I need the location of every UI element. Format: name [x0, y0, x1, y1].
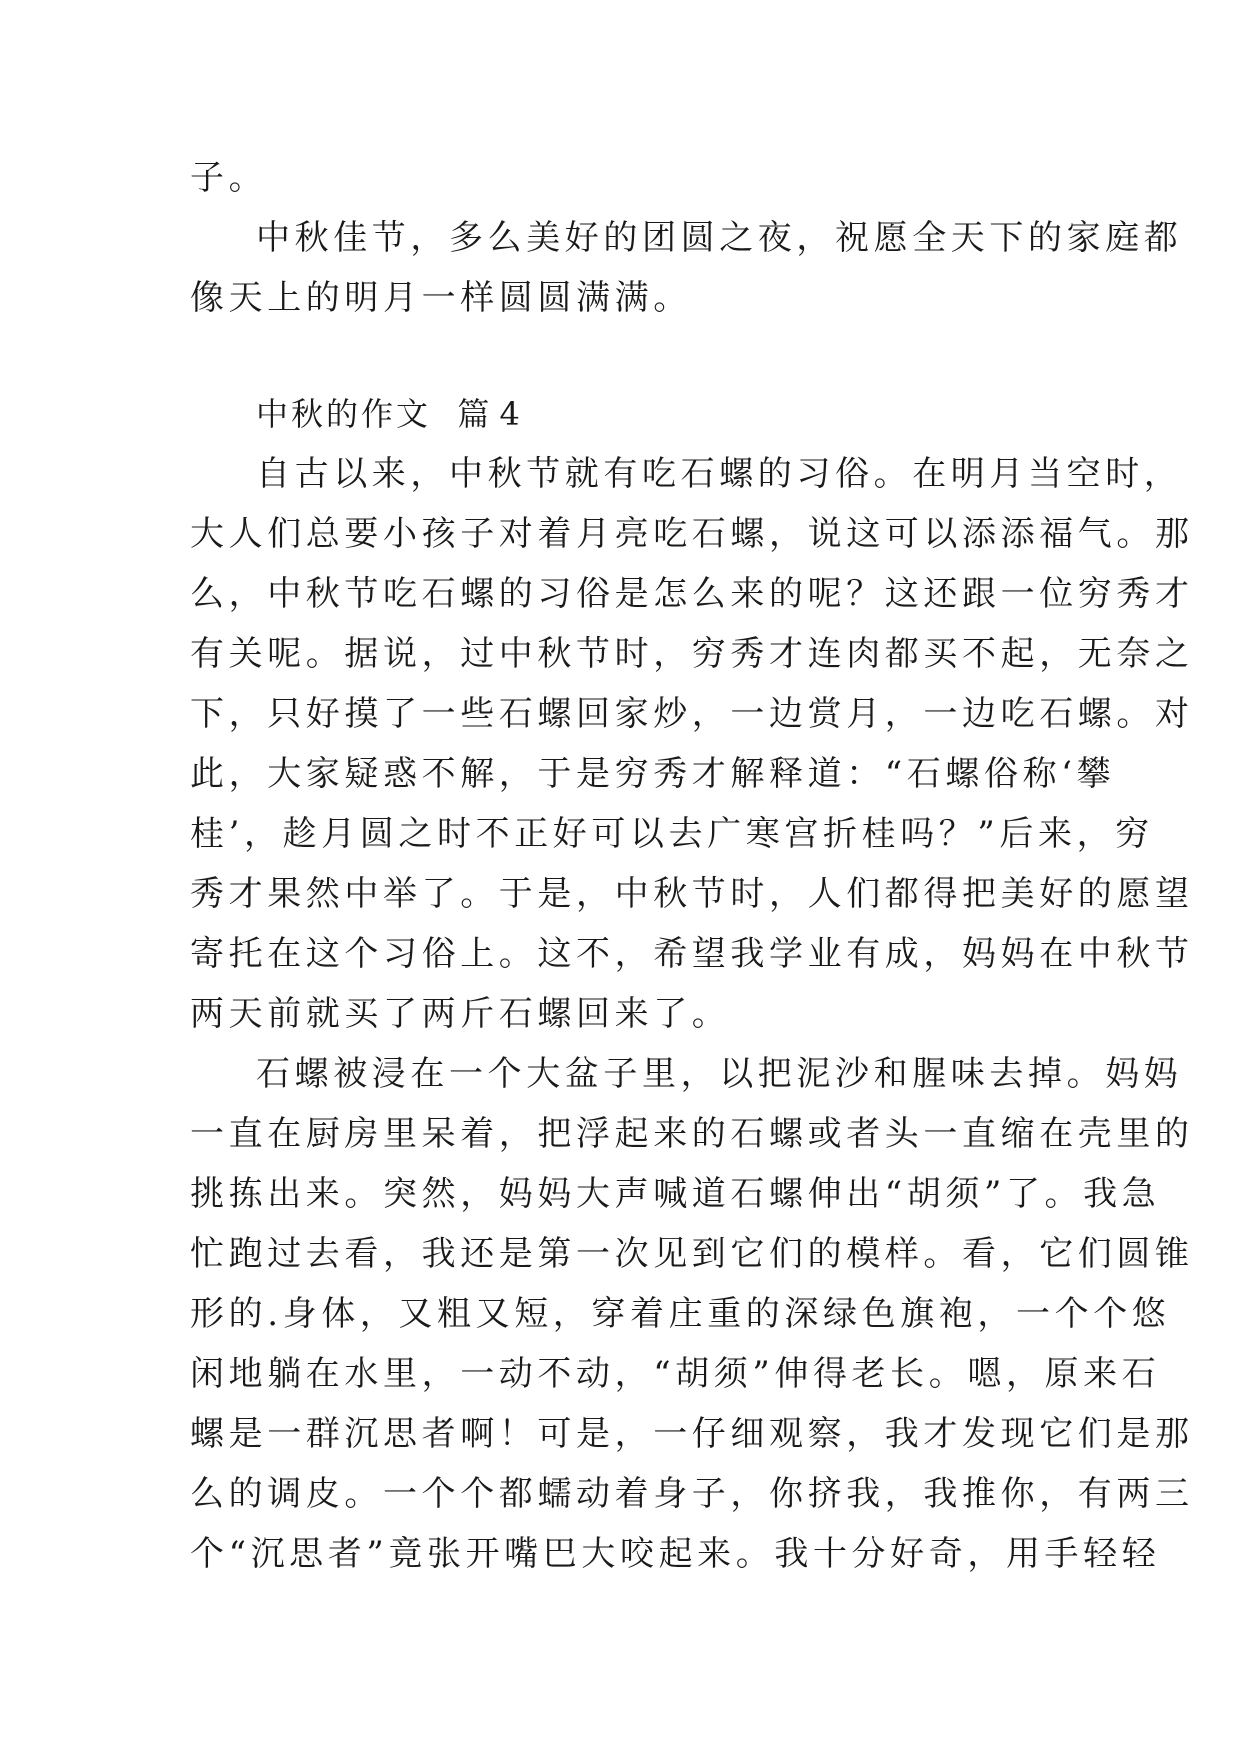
paragraph-line: 桂’，趁月圆之时不正好可以去广寒宫折桂吗？”后来，穷 [190, 814, 1154, 854]
paragraph-continuation [190, 148, 1055, 208]
paragraph-line: 么的调皮。一个个都蠕动着身子，你挤我，我推你，有两三 [190, 1474, 1194, 1514]
paragraph-line: 寄托在这个习俗上。这不，希望我学业有成，妈妈在中秋节 [190, 934, 1194, 974]
paragraph-line: 中秋佳节，多么美好的团圆之夜，祝愿全天下的家庭都 [256, 218, 1183, 258]
paragraph-line: 忙跑过去看，我还是第一次见到它们的模样。看，它们圆锥 [190, 1234, 1194, 1274]
paragraph-line: 秀才果然中举了。于是，中秋节时，人们都得把美好的愿望 [190, 874, 1194, 914]
section-heading [190, 384, 1055, 444]
paragraph-line: 一直在厨房里呆着，把浮起来的石螺或者头一直缩在壳里的 [190, 1114, 1194, 1154]
paragraph-line: 两天前就买了两斤石螺回来了。 [190, 994, 731, 1034]
paragraph-line: 闲地躺在水里，一动不动，“胡须”伸得老长。嗯，原来石 [190, 1354, 1161, 1394]
paragraph-line: 挑拣出来。突然，妈妈大声喊道石螺伸出“胡须”了。我急 [190, 1174, 1161, 1214]
paragraph-line: 大人们总要小孩子对着月亮吃石螺，说这可以添添福气。那 [190, 514, 1194, 554]
paragraph-snails [190, 1044, 1194, 1584]
paragraph-line: 石螺被浸在一个大盆子里，以把泥沙和腥味去掉。妈妈 [256, 1054, 1183, 1094]
paragraph-line: 螺是一群沉思者啊！可是，一仔细观察，我才发现它们是那 [190, 1414, 1194, 1454]
paragraph-wish [190, 208, 1183, 328]
paragraph-line: 像天上的明月一样圆圆满满。 [190, 278, 692, 318]
paragraph-line: 此，大家疑惑不解，于是穷秀才解释道：“石螺俗称‘攀 [190, 754, 1116, 794]
heading-title: 中秋的作文 [256, 395, 432, 433]
paragraph-line: 形的.身体，又粗又短，穿着庄重的深绿色旗袍，一个个悠 [190, 1294, 1171, 1334]
section-gap [190, 328, 1055, 384]
paragraph-line: 个“沉思者”竟张开嘴巴大咬起来。我十分好奇，用手轻轻 [190, 1534, 1161, 1574]
paragraph-custom [190, 444, 1194, 1044]
paragraph-line: 自古以来，中秋节就有吃石螺的习俗。在明月当空时， [256, 454, 1183, 494]
heading-section-number: 篇 4 [457, 395, 520, 433]
paragraph-line: 下，只好摸了一些石螺回家炒，一边赏月，一边吃石螺。对 [190, 694, 1194, 734]
paragraph-line: 有关呢。据说，过中秋节时，穷秀才连肉都买不起，无奈之 [190, 634, 1194, 674]
paragraph-line: 子。 [190, 158, 268, 198]
document-body [190, 148, 1194, 1584]
paragraph-line: 么，中秋节吃石螺的习俗是怎么来的呢？这还跟一位穷秀才 [190, 574, 1194, 614]
